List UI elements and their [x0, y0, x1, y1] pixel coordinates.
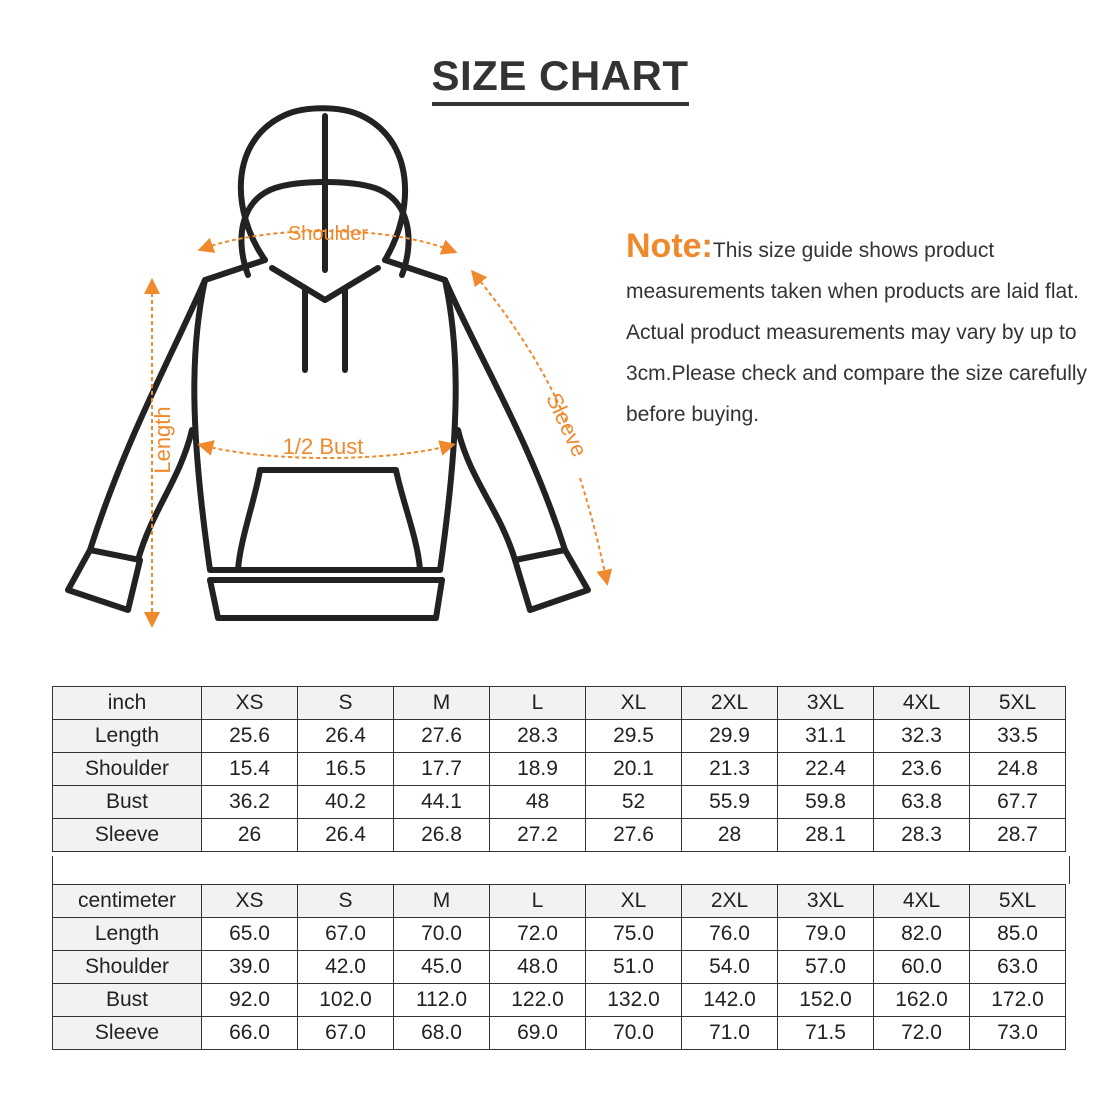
row-label: Length [53, 918, 202, 951]
size-header: S [298, 885, 394, 918]
table-cell: 21.3 [682, 753, 778, 786]
table-cell: 51.0 [586, 951, 682, 984]
table-cell: 67.0 [298, 918, 394, 951]
size-header: 2XL [682, 885, 778, 918]
table-cell: 66.0 [202, 1017, 298, 1050]
table-cell: 70.0 [586, 1017, 682, 1050]
table-cell: 26 [202, 819, 298, 852]
size-header: L [490, 885, 586, 918]
table-row [53, 753, 1066, 786]
table-cell: 162.0 [874, 984, 970, 1017]
page-title-wrap [0, 52, 1120, 106]
table-cell: 28.3 [490, 720, 586, 753]
table-cell: 27.6 [586, 819, 682, 852]
row-label: Shoulder [53, 951, 202, 984]
table-cell: 28.3 [874, 819, 970, 852]
table-cell: 76.0 [682, 918, 778, 951]
table-cell: 27.2 [490, 819, 586, 852]
table-cell: 92.0 [202, 984, 298, 1017]
size-header: M [394, 687, 490, 720]
size-header: 5XL [970, 687, 1066, 720]
table-cell: 67.7 [970, 786, 1066, 819]
size-header: 4XL [874, 687, 970, 720]
sleeve-arrow-lower [580, 478, 606, 578]
row-label: Sleeve [53, 819, 202, 852]
table-cell: 67.0 [298, 1017, 394, 1050]
table-row [53, 984, 1066, 1017]
table-cell: 26.4 [298, 819, 394, 852]
table-cell: 31.1 [778, 720, 874, 753]
table-cell: 20.1 [586, 753, 682, 786]
size-header: 5XL [970, 885, 1066, 918]
table-row [53, 786, 1066, 819]
table-cell: 28 [682, 819, 778, 852]
table-cell: 172.0 [970, 984, 1066, 1017]
table-cell: 23.6 [874, 753, 970, 786]
table-cell: 36.2 [202, 786, 298, 819]
table-row [53, 720, 1066, 753]
size-header: XL [586, 687, 682, 720]
sleeve-label: Sleeve [541, 389, 593, 461]
row-label: Bust [53, 984, 202, 1017]
table-header-row [53, 687, 1066, 720]
table-cell: 28.7 [970, 819, 1066, 852]
table-cell: 70.0 [394, 918, 490, 951]
table-cell: 72.0 [490, 918, 586, 951]
bust-label: 1/2 Bust [282, 434, 364, 459]
length-label: Length [150, 406, 175, 474]
table-cell: 33.5 [970, 720, 1066, 753]
table-cell: 63.0 [970, 951, 1066, 984]
shoulder-label: Shoulder [287, 223, 369, 245]
table-row [53, 951, 1066, 984]
table-cell: 26.8 [394, 819, 490, 852]
size-table-inch [52, 686, 1066, 852]
hoodie-outline [68, 108, 588, 618]
table-cell: 60.0 [874, 951, 970, 984]
table-cell: 26.4 [298, 720, 394, 753]
row-label: Sleeve [53, 1017, 202, 1050]
table-cell: 142.0 [682, 984, 778, 1017]
table-cell: 122.0 [490, 984, 586, 1017]
table-row [53, 819, 1066, 852]
size-header: XS [202, 885, 298, 918]
hoodie-diagram [40, 100, 620, 640]
table-cell: 27.6 [394, 720, 490, 753]
table-cell: 39.0 [202, 951, 298, 984]
unit-header: centimeter [53, 885, 202, 918]
table-cell: 72.0 [874, 1017, 970, 1050]
table-cell: 54.0 [682, 951, 778, 984]
size-header: S [298, 687, 394, 720]
table-cell: 71.0 [682, 1017, 778, 1050]
table-cell: 112.0 [394, 984, 490, 1017]
size-note [626, 226, 1096, 435]
row-label: Shoulder [53, 753, 202, 786]
table-row [53, 1017, 1066, 1050]
size-header: 4XL [874, 885, 970, 918]
row-label: Length [53, 720, 202, 753]
table-header-row [53, 885, 1066, 918]
table-cell: 152.0 [778, 984, 874, 1017]
table-cell: 75.0 [586, 918, 682, 951]
table-cell: 17.7 [394, 753, 490, 786]
table-cell: 73.0 [970, 1017, 1066, 1050]
table-cell: 57.0 [778, 951, 874, 984]
table-cell: 48.0 [490, 951, 586, 984]
note-label: Note: [626, 227, 713, 265]
note-text: This size guide shows product measurements taken when products are laid flat. Actual product measurements may vary by up to 3cm.Please check and compare the size carefully before buying. [626, 239, 1088, 426]
table-cell: 85.0 [970, 918, 1066, 951]
table-cell: 25.6 [202, 720, 298, 753]
table-row [53, 918, 1066, 951]
table-cell: 42.0 [298, 951, 394, 984]
size-table-centimeter [52, 884, 1066, 1050]
table-cell: 24.8 [970, 753, 1066, 786]
table-cell: 48 [490, 786, 586, 819]
table-cell: 16.5 [298, 753, 394, 786]
table-cell: 63.8 [874, 786, 970, 819]
unit-header: inch [53, 687, 202, 720]
table-cell: 132.0 [586, 984, 682, 1017]
table-cell: 28.1 [778, 819, 874, 852]
size-header: 3XL [778, 885, 874, 918]
table-cell: 71.5 [778, 1017, 874, 1050]
table-cell: 29.5 [586, 720, 682, 753]
table-cell: 22.4 [778, 753, 874, 786]
table-cell: 59.8 [778, 786, 874, 819]
table-cell: 55.9 [682, 786, 778, 819]
table-cell: 79.0 [778, 918, 874, 951]
row-label: Bust [53, 786, 202, 819]
table-cell: 68.0 [394, 1017, 490, 1050]
table-cell: 40.2 [298, 786, 394, 819]
table-cell: 45.0 [394, 951, 490, 984]
size-header: XS [202, 687, 298, 720]
table-cell: 15.4 [202, 753, 298, 786]
table-cell: 44.1 [394, 786, 490, 819]
table-cell: 32.3 [874, 720, 970, 753]
page-title: SIZE CHART [432, 52, 689, 106]
table-cell: 52 [586, 786, 682, 819]
table-cell: 102.0 [298, 984, 394, 1017]
size-header: XL [586, 885, 682, 918]
table-cell: 82.0 [874, 918, 970, 951]
table-cell: 65.0 [202, 918, 298, 951]
table-cell: 69.0 [490, 1017, 586, 1050]
size-header: L [490, 687, 586, 720]
table-cell: 29.9 [682, 720, 778, 753]
size-header: M [394, 885, 490, 918]
size-header: 2XL [682, 687, 778, 720]
size-header: 3XL [778, 687, 874, 720]
table-separator [52, 856, 1070, 884]
table-cell: 18.9 [490, 753, 586, 786]
